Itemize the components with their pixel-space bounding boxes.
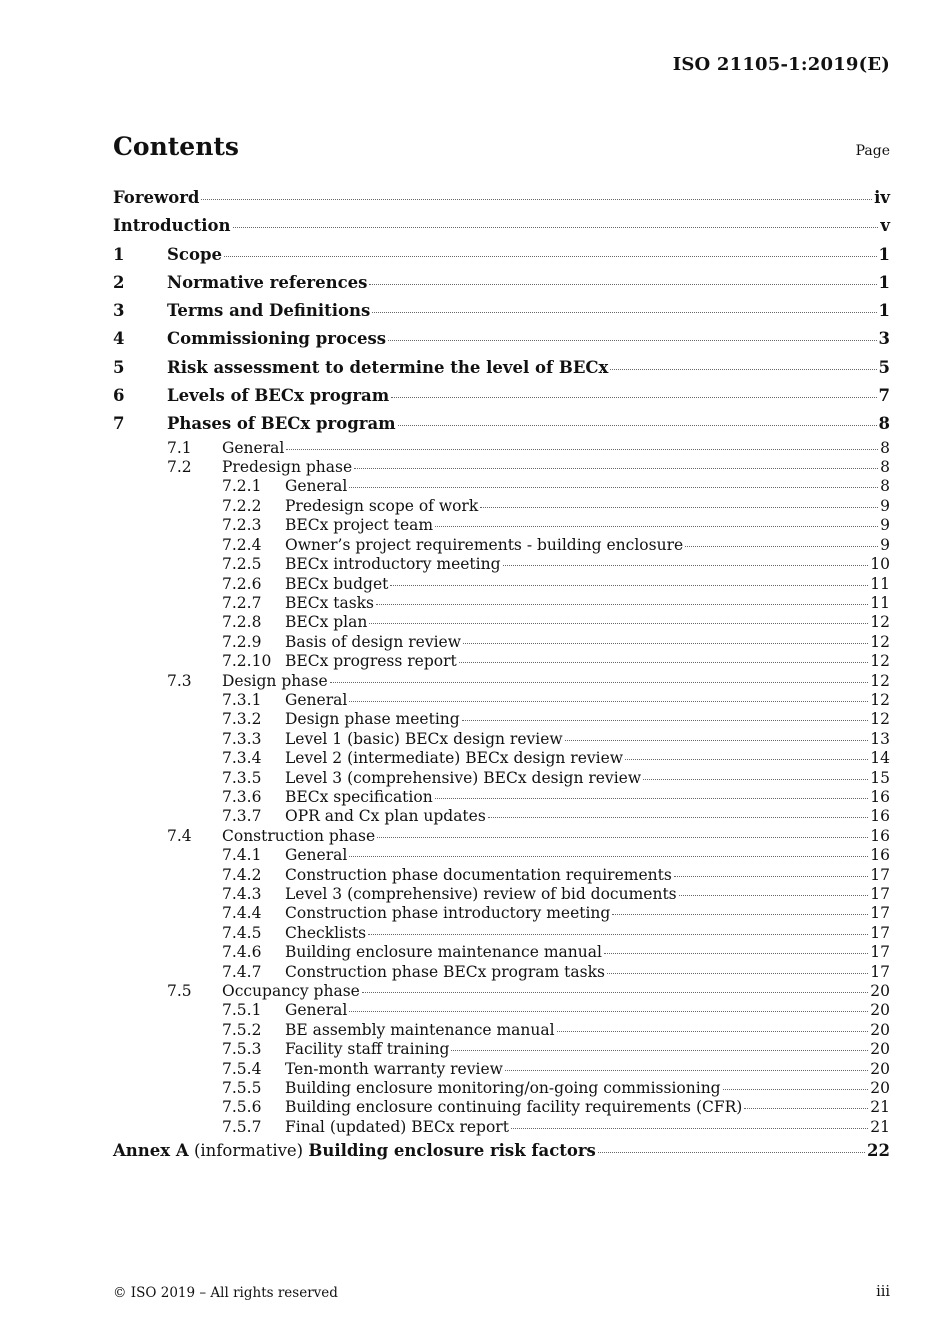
toc-number: 7.2.4 — [222, 535, 262, 554]
toc-number: 7.2.8 — [222, 613, 262, 632]
toc-entry-section-6[interactable] — [113, 382, 890, 410]
toc-title: Design phase — [222, 671, 328, 690]
toc-entry-7-5-3[interactable] — [113, 1040, 890, 1059]
toc-entry-7-3-5[interactable] — [113, 769, 890, 788]
toc-page: 8 — [880, 477, 890, 496]
toc-title: Scope — [167, 244, 223, 264]
toc-title: BECx progress report — [285, 652, 457, 671]
toc-page: 8 — [880, 458, 890, 477]
toc-entry-7-4-1[interactable] — [113, 846, 890, 865]
toc-page: 1 — [878, 244, 890, 264]
dot-leader — [349, 486, 878, 488]
toc-entry-7-5-7[interactable] — [113, 1118, 890, 1137]
toc-number: 2 — [113, 272, 125, 292]
toc-entry-7-4-5[interactable] — [113, 924, 890, 943]
dot-leader — [565, 739, 869, 741]
document-id: ISO 21105-1:2019(E) — [672, 54, 890, 75]
toc-entry-annex-a[interactable] — [113, 1137, 890, 1165]
toc-entry-7-4-2[interactable] — [113, 866, 890, 885]
dot-leader — [435, 525, 878, 527]
toc-number: 7.5.1 — [222, 1001, 262, 1020]
dot-leader — [388, 339, 876, 341]
dot-leader — [511, 1127, 868, 1129]
toc-title: Construction phase — [222, 826, 376, 845]
dot-leader — [233, 226, 879, 228]
toc-entry-7-2-5[interactable] — [113, 555, 890, 574]
toc-page: 16 — [870, 807, 890, 826]
toc-title: BE assembly maintenance manual — [285, 1020, 555, 1039]
toc-number: 7.5.5 — [222, 1079, 262, 1098]
toc-page: 20 — [870, 1079, 890, 1098]
toc-page: 21 — [870, 1098, 890, 1117]
toc-title: General — [285, 477, 348, 496]
dot-leader — [679, 894, 869, 896]
contents-title: Contents — [113, 132, 240, 161]
toc-number: 7.2.5 — [222, 555, 262, 574]
toc-entry-7-2-6[interactable] — [113, 575, 890, 594]
toc-number: 7.5.4 — [222, 1059, 262, 1078]
toc-title: BECx tasks — [285, 593, 375, 612]
toc-page: 17 — [870, 923, 890, 942]
toc-entry-7-3-7[interactable] — [113, 807, 890, 826]
toc-title: Building enclosure risk factors — [308, 1141, 596, 1161]
dot-leader — [685, 545, 878, 547]
toc-page: 9 — [880, 535, 890, 554]
toc-title: Terms and Definitions — [167, 301, 371, 321]
toc-page: 20 — [870, 982, 890, 1001]
toc-entry-7-2-1[interactable] — [113, 477, 890, 496]
dot-leader — [503, 564, 869, 566]
toc-title: Introduction — [113, 216, 231, 236]
toc-title: OPR and Cx plan updates — [285, 807, 486, 826]
dot-leader — [349, 700, 868, 702]
toc-number: 7.4 — [167, 826, 192, 845]
toc-entry-7-5-4[interactable] — [113, 1060, 890, 1079]
toc-number: 7.4.6 — [222, 943, 262, 962]
toc-title: Commissioning process — [167, 329, 387, 349]
toc-page: 16 — [870, 787, 890, 806]
dot-leader — [607, 972, 868, 974]
toc-number: 7.3 — [167, 671, 192, 690]
toc-number: 7.2.10 — [222, 652, 272, 671]
toc-number: 7.5.2 — [222, 1020, 262, 1039]
page-column-label: Page — [855, 143, 890, 159]
toc-page: 10 — [870, 555, 890, 574]
dot-leader — [459, 661, 869, 663]
toc-page: 1 — [878, 301, 890, 321]
toc-number: 7.2.1 — [222, 477, 262, 496]
dot-leader — [391, 396, 876, 398]
toc-entry-section-4[interactable] — [113, 325, 890, 353]
toc-page: 16 — [870, 846, 890, 865]
toc-page: v — [880, 216, 890, 236]
toc-number: 7.4.4 — [222, 904, 262, 923]
dot-leader — [398, 424, 877, 426]
toc-page: 1 — [878, 272, 890, 292]
toc-page: 11 — [870, 593, 890, 612]
dot-leader — [362, 991, 868, 993]
toc-page: 16 — [870, 826, 890, 845]
toc-title: Construction phase BECx program tasks — [285, 962, 605, 981]
toc-entry-7-1[interactable] — [113, 439, 890, 458]
dot-leader — [390, 584, 868, 586]
toc-entry-7-5-6[interactable] — [113, 1098, 890, 1117]
dot-leader — [674, 875, 868, 877]
toc-page: 3 — [878, 329, 890, 349]
toc-page: 5 — [878, 357, 890, 377]
toc-entry-7-4-3[interactable] — [113, 885, 890, 904]
toc-entry-7-2-7[interactable] — [113, 594, 890, 613]
dot-leader — [224, 255, 877, 257]
toc-page: 14 — [870, 749, 890, 768]
toc-page: 8 — [880, 438, 890, 457]
toc-page: 20 — [870, 1040, 890, 1059]
toc-entry-7-2-8[interactable] — [113, 613, 890, 632]
toc-title: Facility staff training — [285, 1040, 450, 1059]
toc-entry-7-3-6[interactable] — [113, 788, 890, 807]
toc-page: 20 — [870, 1020, 890, 1039]
toc-entry-section-2[interactable] — [113, 269, 890, 297]
toc-page: 7 — [878, 386, 890, 406]
toc-number: 7.3.7 — [222, 807, 262, 826]
toc-entry-7-2-2[interactable] — [113, 497, 890, 516]
toc-page: 17 — [870, 865, 890, 884]
footer-page-number: iii — [876, 1284, 890, 1300]
toc-number: 7.2 — [167, 458, 192, 477]
toc-entry-7-2-3[interactable] — [113, 516, 890, 535]
toc-page: 8 — [878, 414, 890, 434]
toc-number: 5 — [113, 357, 125, 377]
toc-page: 15 — [870, 768, 890, 787]
toc-title: General — [222, 438, 285, 457]
toc-entry-7-4-4[interactable] — [113, 904, 890, 923]
toc-page: 22 — [867, 1141, 890, 1161]
dot-leader — [604, 952, 868, 954]
toc-page: 20 — [870, 1001, 890, 1020]
toc-page: 17 — [870, 943, 890, 962]
toc-entry-7-3-4[interactable] — [113, 749, 890, 768]
dot-leader — [451, 1049, 868, 1051]
dot-leader — [372, 311, 876, 313]
dot-leader — [610, 368, 876, 370]
dot-leader — [557, 1030, 869, 1032]
toc-number: 7.1 — [167, 438, 192, 457]
toc-title: General — [285, 846, 348, 865]
dot-leader — [505, 1069, 868, 1071]
dot-leader — [462, 719, 869, 721]
dot-leader — [435, 797, 869, 799]
dot-leader — [368, 933, 868, 935]
toc-title: BECx specification — [285, 787, 433, 806]
toc-title: Normative references — [167, 272, 368, 292]
toc-number: 7.5.3 — [222, 1040, 262, 1059]
toc-title: Building enclosure continuing facility requirements (CFR) — [285, 1098, 743, 1117]
toc-title: BECx introductory meeting — [285, 555, 501, 574]
toc-page: 12 — [870, 613, 890, 632]
toc-entry-7-5-2[interactable] — [113, 1021, 890, 1040]
toc-entry-7-2[interactable] — [113, 458, 890, 477]
toc-number: 7.2.7 — [222, 593, 262, 612]
dot-leader — [612, 913, 868, 915]
toc-title: Basis of design review — [285, 632, 461, 651]
toc-entry-7-3-3[interactable] — [113, 730, 890, 749]
toc-page: 13 — [870, 729, 890, 748]
toc-page: iv — [874, 188, 890, 207]
toc-title: BECx budget — [285, 574, 389, 593]
toc-page: 17 — [870, 904, 890, 923]
toc-title: General — [285, 1001, 348, 1020]
toc-title: BECx project team — [285, 516, 434, 535]
dot-leader — [723, 1088, 869, 1090]
toc-title: Level 1 (basic) BECx design review — [285, 729, 563, 748]
toc-number: 7.2.3 — [222, 516, 262, 535]
annex-label: Annex A — [113, 1141, 189, 1161]
toc-page: 9 — [880, 516, 890, 535]
dot-leader — [625, 758, 868, 760]
toc-number: 7.3.1 — [222, 690, 262, 709]
dot-leader — [376, 603, 868, 605]
toc-number: 7 — [113, 414, 125, 434]
toc-number: 6 — [113, 386, 125, 406]
toc-page: 12 — [870, 632, 890, 651]
toc-title: Level 2 (intermediate) BECx design review — [285, 749, 624, 768]
toc-entry-7-4[interactable] — [113, 827, 890, 846]
toc-number: 1 — [113, 244, 125, 264]
toc-title: Predesign phase — [222, 458, 353, 477]
toc-number: 7.3.5 — [222, 768, 262, 787]
toc-entry-7-3[interactable] — [113, 672, 890, 691]
toc-title: Building enclosure maintenance manual — [285, 943, 602, 962]
dot-leader — [377, 836, 868, 838]
dot-leader — [349, 855, 868, 857]
toc-title: Building enclosure monitoring/on-going commissioning — [285, 1079, 721, 1098]
toc-entry-section-5[interactable] — [113, 354, 890, 382]
toc-entry-7-4-7[interactable] — [113, 963, 890, 982]
toc-page: 12 — [870, 710, 890, 729]
toc-page: 12 — [870, 690, 890, 709]
dot-leader — [744, 1107, 868, 1109]
toc-page: 11 — [870, 574, 890, 593]
toc-number: 7.5 — [167, 982, 192, 1001]
toc-number: 4 — [113, 329, 125, 349]
dot-leader — [201, 198, 872, 200]
toc-page: 12 — [870, 652, 890, 671]
toc-number: 7.3.3 — [222, 729, 262, 748]
toc-title: BECx plan — [285, 613, 368, 632]
footer-copyright: © ISO 2019 – All rights reserved — [113, 1285, 338, 1301]
toc-title: Occupancy phase — [222, 982, 360, 1001]
dot-leader — [369, 622, 868, 624]
toc-entry-introduction[interactable] — [113, 212, 890, 240]
dot-leader — [480, 506, 878, 508]
toc-number: 7.4.3 — [222, 885, 262, 904]
toc-number: 7.4.7 — [222, 962, 262, 981]
toc-entry-7-5-5[interactable] — [113, 1079, 890, 1098]
toc-entry-7-3-1[interactable] — [113, 691, 890, 710]
toc-number: 7.4.2 — [222, 865, 262, 884]
dot-leader — [354, 467, 878, 469]
annex-note: (informative) — [193, 1141, 304, 1161]
toc-entry-section-3[interactable] — [113, 297, 890, 325]
toc-page: 9 — [880, 496, 890, 515]
toc-number: 7.3.6 — [222, 787, 262, 806]
dot-leader — [286, 448, 878, 450]
toc-entry-section-1[interactable] — [113, 241, 890, 269]
toc-entry-foreword[interactable] — [113, 184, 890, 212]
toc-title: Risk assessment to determine the level of BECx — [167, 357, 609, 377]
toc-page: 17 — [870, 885, 890, 904]
toc-title: Owner’s project requirements - building enclosure — [285, 535, 684, 554]
toc-title: Levels of BECx program — [167, 386, 390, 406]
toc-entry-7-2-10[interactable] — [113, 652, 890, 671]
toc-number: 3 — [113, 301, 125, 321]
toc-page: 20 — [870, 1059, 890, 1078]
toc-title: Phases of BECx program — [167, 414, 396, 434]
dot-leader — [369, 283, 876, 285]
toc-entry-7-5-1[interactable] — [113, 1001, 890, 1020]
toc-title: Construction phase introductory meeting — [285, 904, 611, 923]
dot-leader — [598, 1151, 865, 1153]
toc-number: 7.2.9 — [222, 632, 262, 651]
toc-entry-7-3-2[interactable] — [113, 710, 890, 729]
toc-number: 7.3.2 — [222, 710, 262, 729]
toc-title: Ten-month warranty review — [285, 1059, 503, 1078]
toc-number: 7.4.1 — [222, 846, 262, 865]
toc-entry-section-7[interactable] — [113, 410, 890, 438]
table-of-contents — [113, 184, 890, 1166]
toc-entry-7-4-6[interactable] — [113, 943, 890, 962]
toc-title: Foreword — [113, 188, 200, 207]
toc-entry-7-5[interactable] — [113, 982, 890, 1001]
dot-leader — [330, 681, 869, 683]
toc-number: 7.5.7 — [222, 1117, 262, 1136]
toc-title: Design phase meeting — [285, 710, 460, 729]
dot-leader — [349, 1010, 868, 1012]
dot-leader — [488, 816, 868, 818]
toc-page: 21 — [870, 1117, 890, 1136]
toc-number: 7.2.6 — [222, 574, 262, 593]
dot-leader — [643, 778, 868, 780]
dot-leader — [463, 642, 868, 644]
toc-page: 17 — [870, 962, 890, 981]
toc-title: Construction phase documentation requirements — [285, 865, 672, 884]
toc-page: 12 — [870, 671, 890, 690]
toc-title: General — [285, 690, 348, 709]
toc-number: 7.2.2 — [222, 496, 262, 515]
toc-entry-7-2-4[interactable] — [113, 536, 890, 555]
toc-number: 7.5.6 — [222, 1098, 262, 1117]
toc-title: Checklists — [285, 923, 367, 942]
toc-title: Final (updated) BECx report — [285, 1117, 509, 1136]
toc-entry-7-2-9[interactable] — [113, 633, 890, 652]
toc-title: Predesign scope of work — [285, 496, 479, 515]
toc-number: 7.4.5 — [222, 923, 262, 942]
toc-number: 7.3.4 — [222, 749, 262, 768]
toc-title: Level 3 (comprehensive) review of bid documents — [285, 885, 677, 904]
toc-title: Level 3 (comprehensive) BECx design review — [285, 768, 642, 787]
toc-subsections — [113, 439, 890, 1138]
